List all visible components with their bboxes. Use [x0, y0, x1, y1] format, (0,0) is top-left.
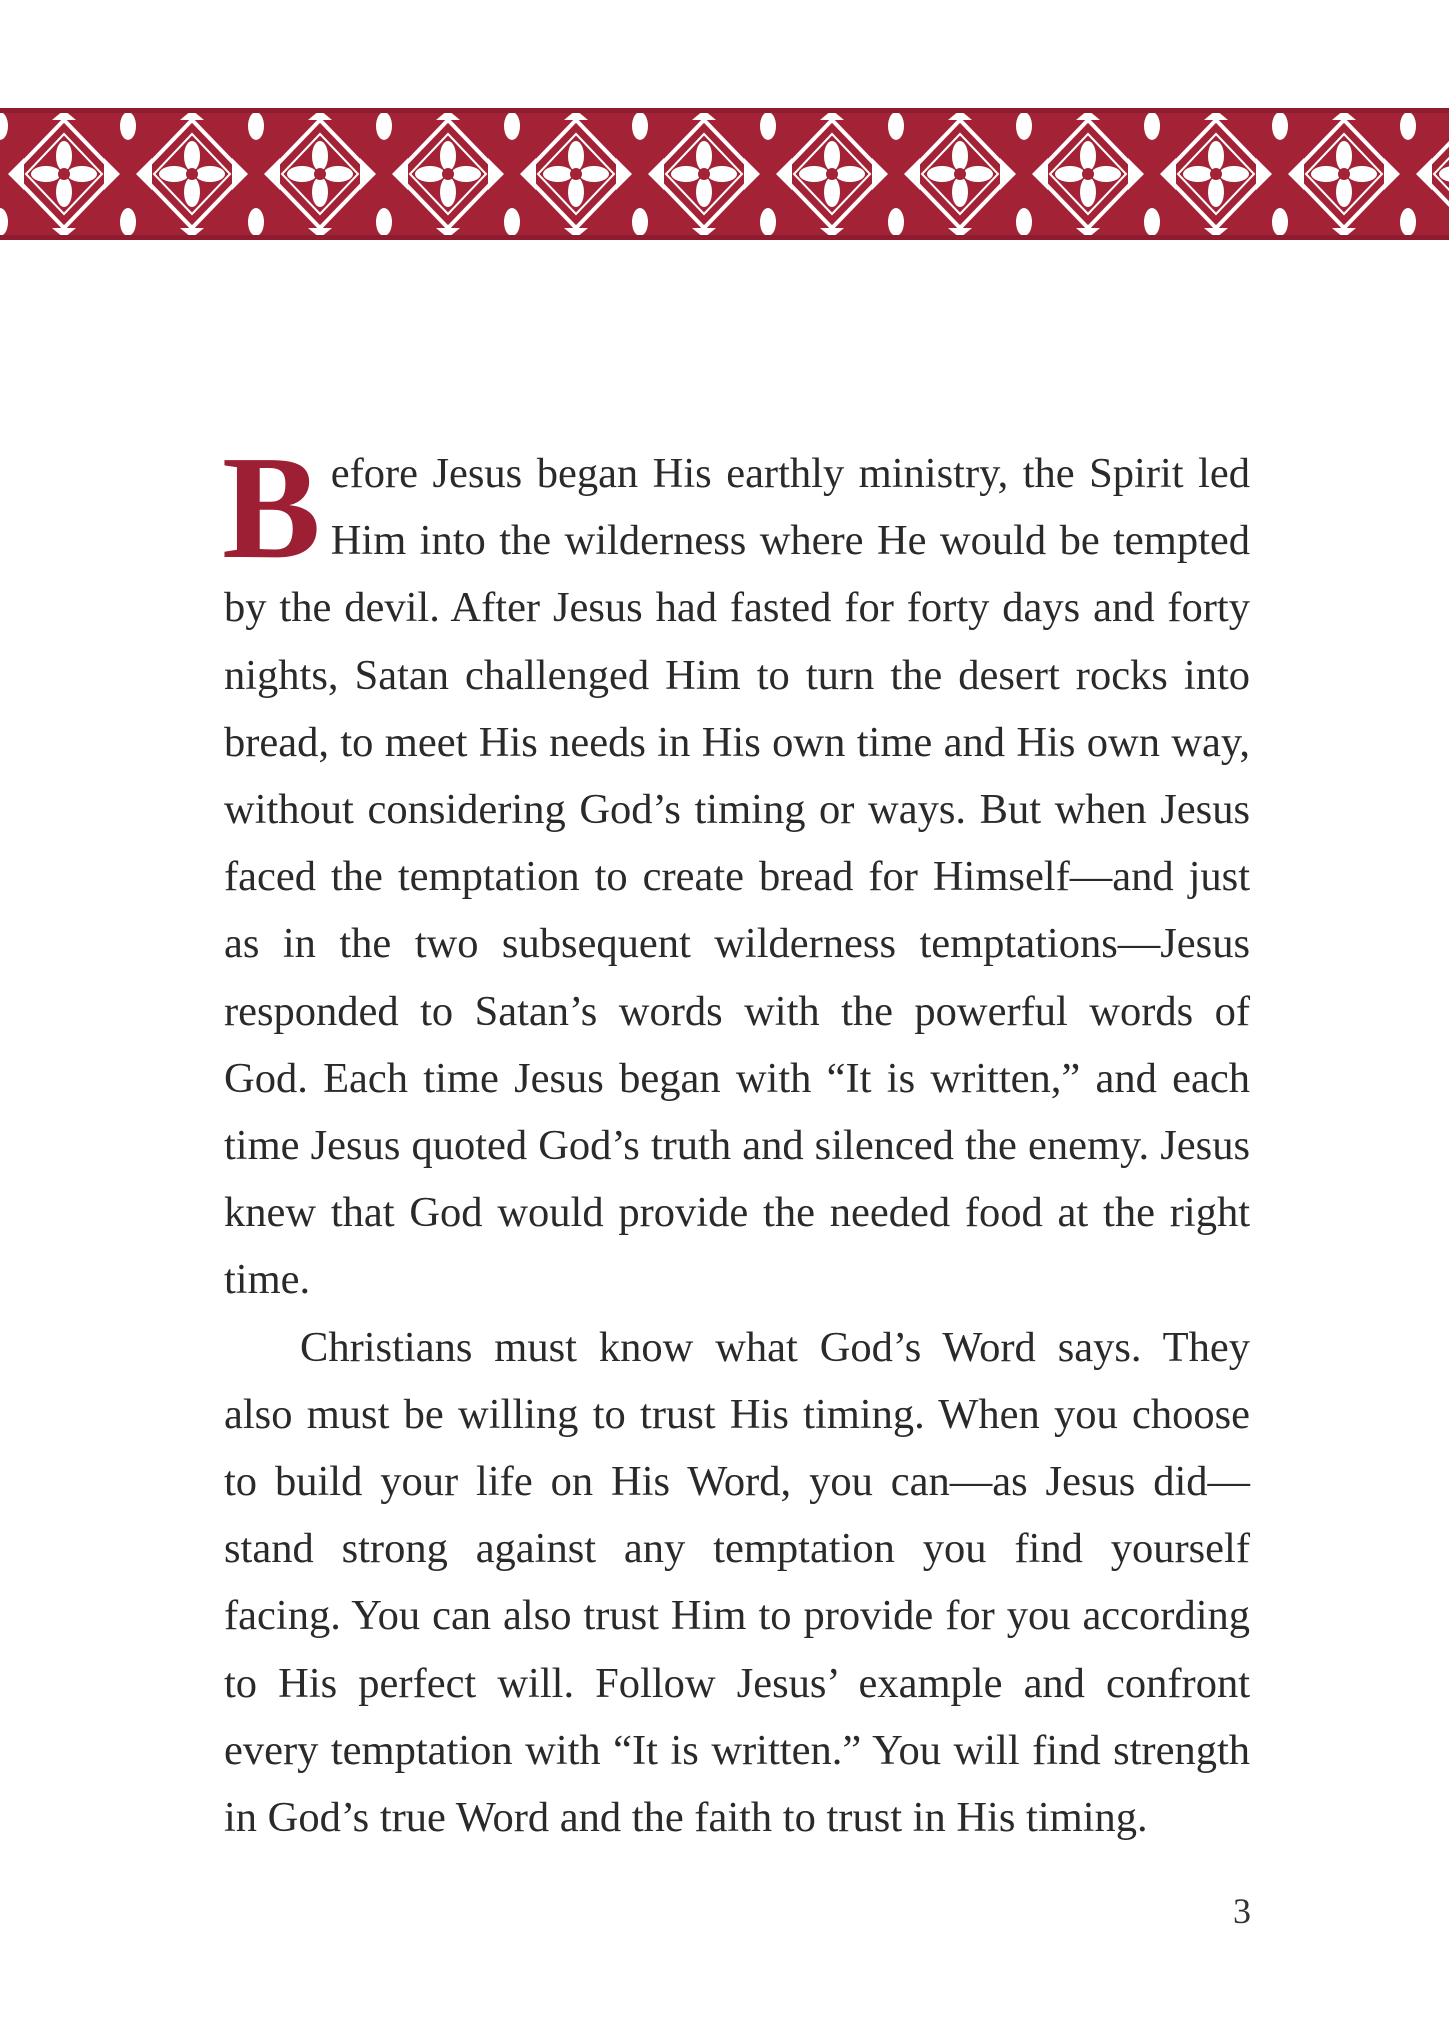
paragraph-1-text: efore Jesus began His earthly ministry, the Spirit led Him into the wilderness where He would be tempted by the devil. After Jesus had fasted for forty days and forty nights, Satan challenged Him to turn the desert rocks into bread, to meet His needs in His own time and His own way, without considering God’s timing or ways. But when Jesus faced the temptation to create bread for Himself—and just as in the two subsequent wilderness temptations—Jesus responded to Satan’s words with the powerful words of God. Each time Jesus began with “It is written,” and each time Jesus quoted God’s truth and silenced the enemy. Jesus knew that God would provide the needed food at the right time.: [224, 450, 1250, 1304]
paragraph-1: [222, 426, 1250, 1314]
ornamental-border-icon: [0, 108, 1449, 240]
page-number: 3: [1233, 1891, 1251, 1931]
body-text: [222, 426, 1250, 1851]
drop-cap: B: [222, 426, 321, 590]
paragraph-2: Christians must know what God’s Word says. They also must be willing to trust His timing. When you choose to build your life on His Word, you can—as Jesus did—stand strong against any temptation you find yourself facing. You can also trust Him to provide for you according to His perfect will. Follow Jesus’ example and confront every temptation with “It is written.” You will find strength in God’s true Word and the faith to trust in His timing.: [224, 1323, 1250, 1842]
